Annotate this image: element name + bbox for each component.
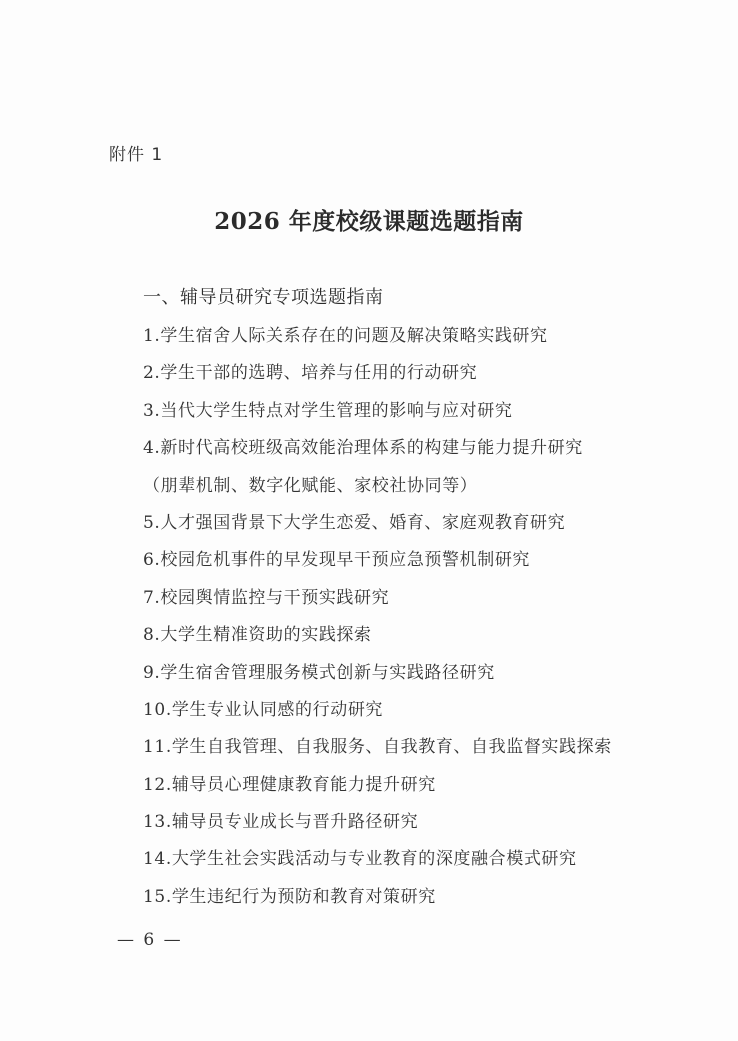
topic-item: 10.学生专业认同感的行动研究 xyxy=(143,699,384,720)
topic-item: 11.学生自我管理、自我服务、自我教育、自我监督实践探索 xyxy=(143,737,612,758)
topic-item: 2.学生干部的选聘、培养与任用的行动研究 xyxy=(143,363,478,384)
topic-item: 7.校园舆情监控与干预实践研究 xyxy=(143,587,390,608)
topic-item: 3.当代大学生特点对学生管理的影响与应对研究 xyxy=(143,400,513,421)
section-heading: 一、辅导员研究专项选题指南 xyxy=(143,287,384,308)
topic-item-continuation: （朋辈机制、数字化赋能、家校社协同等） xyxy=(143,475,478,496)
topic-item: 12.辅导员心理健康教育能力提升研究 xyxy=(143,774,436,795)
topic-list xyxy=(143,318,703,916)
topic-item: 15.学生违纪行为预防和教育对策研究 xyxy=(143,886,436,907)
document-title: 2026 年度校级课题选题指南 xyxy=(214,208,524,235)
topic-item: 13.辅导员专业成长与晋升路径研究 xyxy=(143,812,419,833)
topic-item: 8.大学生精准资助的实践探索 xyxy=(143,625,372,646)
topic-item: 4.新时代高校班级高效能治理体系的构建与能力提升研究 xyxy=(143,438,583,459)
topic-item: 1.学生宿舍人际关系存在的问题及解决策略实践研究 xyxy=(143,326,548,346)
attachment-label: 附件 1 xyxy=(109,145,164,165)
topic-item: 5.人才强国背景下大学生恋爱、婚育、家庭观教育研究 xyxy=(143,512,566,533)
topic-item: 14.大学生社会实践活动与专业教育的深度融合模式研究 xyxy=(143,849,577,870)
page-number: — 6 — xyxy=(117,930,183,950)
topic-item: 9.学生宿舍管理服务模式创新与实践路径研究 xyxy=(143,662,495,683)
topic-item: 6.校园危机事件的早发现早干预应急预警机制研究 xyxy=(143,550,531,571)
